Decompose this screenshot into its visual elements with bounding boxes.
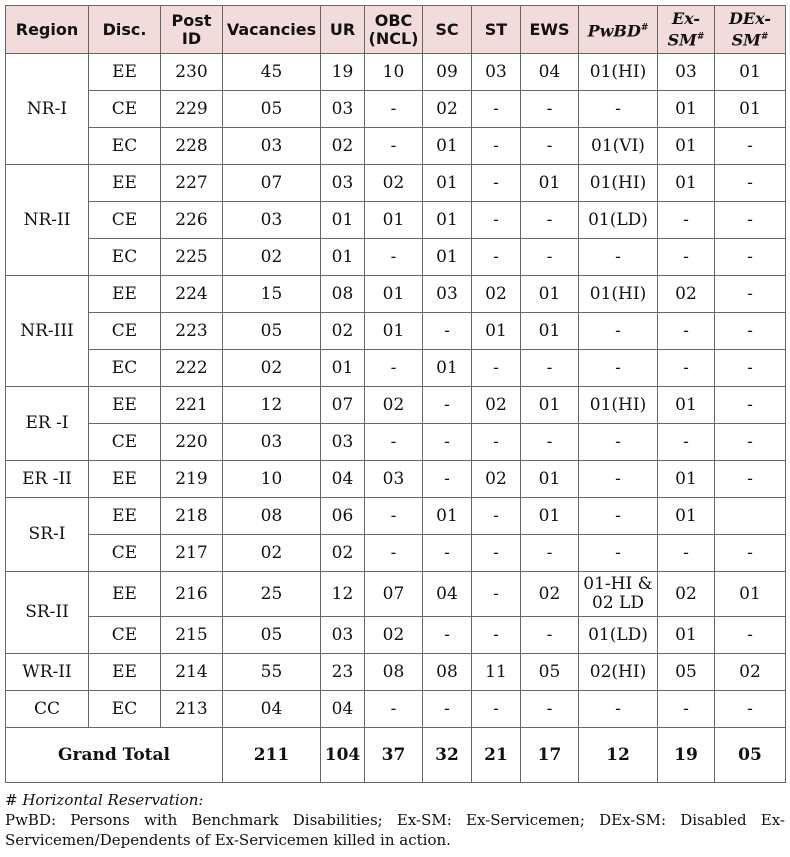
vacancy-table <box>5 5 786 783</box>
table-row <box>6 424 786 461</box>
sc-cell: - <box>423 387 472 424</box>
ews-cell: - <box>521 424 579 461</box>
sc-cell: 01 <box>423 128 472 165</box>
obc-cell: 02 <box>365 165 423 202</box>
vacancies-cell: 25 <box>223 572 321 617</box>
total-exsm: 19 <box>658 728 715 783</box>
st-cell: - <box>472 350 521 387</box>
vacancies-cell: 12 <box>223 387 321 424</box>
pwbd-cell: 01(HI) <box>579 165 658 202</box>
region-cell: SR-I <box>6 498 89 572</box>
obc-cell: - <box>365 128 423 165</box>
table-row <box>6 572 786 617</box>
region-cell: NR-II <box>6 165 89 276</box>
disc-cell: CE <box>89 424 161 461</box>
ur-cell: 03 <box>321 617 365 654</box>
obc-cell: 03 <box>365 461 423 498</box>
obc-cell: 01 <box>365 202 423 239</box>
sc-cell: 01 <box>423 165 472 202</box>
hash-mark: # <box>640 22 649 33</box>
post-id-cell: 217 <box>161 535 223 572</box>
disc-cell: EE <box>89 165 161 202</box>
ur-cell: 02 <box>321 535 365 572</box>
table-row <box>6 202 786 239</box>
post-id-cell: 216 <box>161 572 223 617</box>
header-exsm-label: Ex-SM <box>667 8 701 50</box>
st-cell: - <box>472 165 521 202</box>
table-row <box>6 128 786 165</box>
sc-cell: 09 <box>423 54 472 91</box>
st-cell: 03 <box>472 54 521 91</box>
dexsm-cell: - <box>715 165 786 202</box>
sc-cell: 01 <box>423 239 472 276</box>
exsm-cell: - <box>658 535 715 572</box>
pwbd-cell: 01(HI) <box>579 276 658 313</box>
disc-cell: CE <box>89 535 161 572</box>
st-cell: - <box>472 572 521 617</box>
region-cell: NR-III <box>6 276 89 387</box>
post-id-cell: 224 <box>161 276 223 313</box>
obc-cell: 02 <box>365 387 423 424</box>
obc-cell: - <box>365 239 423 276</box>
ur-cell: 01 <box>321 202 365 239</box>
obc-cell: 02 <box>365 617 423 654</box>
exsm-cell: 05 <box>658 654 715 691</box>
exsm-cell: - <box>658 313 715 350</box>
ews-cell: - <box>521 202 579 239</box>
table-row <box>6 387 786 424</box>
pwbd-cell: - <box>579 239 658 276</box>
sc-cell: - <box>423 313 472 350</box>
header-dexsm <box>715 6 786 54</box>
ur-cell: 03 <box>321 424 365 461</box>
post-id-cell: 229 <box>161 91 223 128</box>
table-row <box>6 276 786 313</box>
header-sc: SC <box>423 6 472 54</box>
table-row <box>6 654 786 691</box>
header-ur: UR <box>321 6 365 54</box>
obc-cell: 01 <box>365 313 423 350</box>
obc-cell: - <box>365 498 423 535</box>
pwbd-cell: 01(LD) <box>579 617 658 654</box>
pwbd-cell: - <box>579 691 658 728</box>
table-row <box>6 461 786 498</box>
ur-cell: 02 <box>321 128 365 165</box>
sc-cell: - <box>423 617 472 654</box>
grand-total-label: Grand Total <box>6 728 223 783</box>
sc-cell: - <box>423 535 472 572</box>
ur-cell: 19 <box>321 54 365 91</box>
post-id-cell: 219 <box>161 461 223 498</box>
st-cell: 11 <box>472 654 521 691</box>
vacancies-cell: 08 <box>223 498 321 535</box>
dexsm-cell: - <box>715 424 786 461</box>
region-cell: ER -I <box>6 387 89 461</box>
disc-cell: EE <box>89 654 161 691</box>
st-cell: 02 <box>472 387 521 424</box>
vacancies-cell: 02 <box>223 350 321 387</box>
st-cell: 02 <box>472 461 521 498</box>
total-ur: 104 <box>321 728 365 783</box>
vacancies-cell: 05 <box>223 91 321 128</box>
vacancies-cell: 04 <box>223 691 321 728</box>
post-id-cell: 221 <box>161 387 223 424</box>
obc-cell: - <box>365 535 423 572</box>
obc-cell: 10 <box>365 54 423 91</box>
dexsm-cell: - <box>715 313 786 350</box>
exsm-cell: 02 <box>658 572 715 617</box>
disc-cell: CE <box>89 617 161 654</box>
dexsm-cell: - <box>715 202 786 239</box>
st-cell: - <box>472 424 521 461</box>
ur-cell: 08 <box>321 276 365 313</box>
table-row <box>6 313 786 350</box>
pwbd-cell: - <box>579 535 658 572</box>
total-dexsm: 05 <box>715 728 786 783</box>
vacancies-cell: 02 <box>223 239 321 276</box>
region-cell: NR-I <box>6 54 89 165</box>
disc-cell: EE <box>89 498 161 535</box>
ews-cell: - <box>521 535 579 572</box>
post-id-cell: 214 <box>161 654 223 691</box>
post-id-cell: 228 <box>161 128 223 165</box>
ews-cell: - <box>521 128 579 165</box>
disc-cell: EE <box>89 461 161 498</box>
region-cell: WR-II <box>6 654 89 691</box>
vacancies-cell: 45 <box>223 54 321 91</box>
post-id-cell: 227 <box>161 165 223 202</box>
hash-mark: # <box>760 31 769 42</box>
footnote-note: # Horizontal Reservation: <box>5 791 204 809</box>
dexsm-cell: 01 <box>715 54 786 91</box>
region-cell: ER -II <box>6 461 89 498</box>
disc-cell: EC <box>89 691 161 728</box>
header-obc: OBC (NCL) <box>365 6 423 54</box>
ews-cell: - <box>521 617 579 654</box>
grand-total-row <box>6 728 786 783</box>
post-id-cell: 213 <box>161 691 223 728</box>
table-row <box>6 691 786 728</box>
sc-cell: 02 <box>423 91 472 128</box>
vacancies-cell: 02 <box>223 535 321 572</box>
ews-cell: - <box>521 350 579 387</box>
table-footer <box>6 728 786 783</box>
exsm-cell: 01 <box>658 498 715 535</box>
dexsm-cell: - <box>715 617 786 654</box>
obc-cell: - <box>365 691 423 728</box>
footnote-definitions: PwBD: Persons with Benchmark Disabilities; Ex-SM: Ex-Servicemen; DEx-SM: Disabled Ex-Servicemen/Dependents of Ex-Servicemen killed in action. <box>5 811 785 849</box>
pwbd-cell: - <box>579 91 658 128</box>
header-ews: EWS <box>521 6 579 54</box>
table-row <box>6 165 786 202</box>
disc-cell: EC <box>89 128 161 165</box>
sc-cell: 01 <box>423 202 472 239</box>
pwbd-cell: - <box>579 424 658 461</box>
st-cell: - <box>472 617 521 654</box>
pwbd-cell: - <box>579 313 658 350</box>
dexsm-cell: - <box>715 128 786 165</box>
disc-cell: EC <box>89 239 161 276</box>
st-cell: - <box>472 498 521 535</box>
post-id-cell: 218 <box>161 498 223 535</box>
st-cell: - <box>472 239 521 276</box>
sc-cell: 08 <box>423 654 472 691</box>
ews-cell: - <box>521 91 579 128</box>
sc-cell: 04 <box>423 572 472 617</box>
region-cell: SR-II <box>6 572 89 654</box>
disc-cell: CE <box>89 91 161 128</box>
ur-cell: 07 <box>321 387 365 424</box>
post-id-cell: 225 <box>161 239 223 276</box>
ews-cell: 01 <box>521 165 579 202</box>
pwbd-cell: - <box>579 350 658 387</box>
header-exsm <box>658 6 715 54</box>
ews-cell: - <box>521 691 579 728</box>
dexsm-cell: 02 <box>715 654 786 691</box>
header-disc: Disc. <box>89 6 161 54</box>
table-row <box>6 91 786 128</box>
vacancies-cell: 05 <box>223 313 321 350</box>
ur-cell: 01 <box>321 350 365 387</box>
ews-cell: 05 <box>521 654 579 691</box>
sc-cell: 01 <box>423 498 472 535</box>
ews-cell: - <box>521 239 579 276</box>
ur-cell: 03 <box>321 91 365 128</box>
dexsm-cell <box>715 498 786 535</box>
pwbd-cell: 01(HI) <box>579 387 658 424</box>
disc-cell: EE <box>89 276 161 313</box>
table-row <box>6 617 786 654</box>
pwbd-cell: - <box>579 498 658 535</box>
st-cell: - <box>472 128 521 165</box>
table-row <box>6 239 786 276</box>
st-cell: - <box>472 691 521 728</box>
table-row <box>6 54 786 91</box>
ews-cell: 02 <box>521 572 579 617</box>
disc-cell: EE <box>89 572 161 617</box>
vacancies-cell: 07 <box>223 165 321 202</box>
total-pwbd: 12 <box>579 728 658 783</box>
ur-cell: 01 <box>321 239 365 276</box>
disc-cell: EE <box>89 54 161 91</box>
dexsm-cell: - <box>715 239 786 276</box>
dexsm-cell: - <box>715 387 786 424</box>
table-row <box>6 498 786 535</box>
st-cell: - <box>472 91 521 128</box>
disc-cell: EC <box>89 350 161 387</box>
header-post-id: Post ID <box>161 6 223 54</box>
vacancies-cell: 10 <box>223 461 321 498</box>
st-cell: - <box>472 535 521 572</box>
exsm-cell: - <box>658 691 715 728</box>
ur-cell: 04 <box>321 691 365 728</box>
vacancies-cell: 15 <box>223 276 321 313</box>
obc-cell: - <box>365 91 423 128</box>
ews-cell: 01 <box>521 461 579 498</box>
dexsm-cell: - <box>715 691 786 728</box>
ur-cell: 23 <box>321 654 365 691</box>
ur-cell: 06 <box>321 498 365 535</box>
vacancies-cell: 05 <box>223 617 321 654</box>
footnote <box>5 790 785 850</box>
total-ews: 17 <box>521 728 579 783</box>
dexsm-cell: 01 <box>715 91 786 128</box>
exsm-cell: 01 <box>658 387 715 424</box>
table-body <box>6 54 786 728</box>
ews-cell: 04 <box>521 54 579 91</box>
post-id-cell: 222 <box>161 350 223 387</box>
sc-cell: 03 <box>423 276 472 313</box>
exsm-cell: 01 <box>658 617 715 654</box>
ews-cell: 01 <box>521 313 579 350</box>
st-cell: 01 <box>472 313 521 350</box>
table-header <box>6 6 786 54</box>
pwbd-cell: 01(VI) <box>579 128 658 165</box>
vacancies-cell: 03 <box>223 424 321 461</box>
header-dexsm-label: DEx-SM <box>729 8 771 50</box>
ur-cell: 02 <box>321 313 365 350</box>
exsm-cell: 01 <box>658 165 715 202</box>
exsm-cell: - <box>658 350 715 387</box>
dexsm-cell: - <box>715 535 786 572</box>
st-cell: 02 <box>472 276 521 313</box>
hash-mark: # <box>696 31 705 42</box>
ur-cell: 03 <box>321 165 365 202</box>
sc-cell: - <box>423 691 472 728</box>
post-id-cell: 220 <box>161 424 223 461</box>
pwbd-cell: - <box>579 461 658 498</box>
header-region: Region <box>6 6 89 54</box>
ur-cell: 04 <box>321 461 365 498</box>
disc-cell: CE <box>89 313 161 350</box>
st-cell: - <box>472 202 521 239</box>
post-id-cell: 223 <box>161 313 223 350</box>
obc-cell: 08 <box>365 654 423 691</box>
region-cell: CC <box>6 691 89 728</box>
obc-cell: - <box>365 350 423 387</box>
dexsm-cell: 01 <box>715 572 786 617</box>
table-row <box>6 535 786 572</box>
pwbd-cell: 02(HI) <box>579 654 658 691</box>
exsm-cell: 02 <box>658 276 715 313</box>
total-vacancies: 211 <box>223 728 321 783</box>
ur-cell: 12 <box>321 572 365 617</box>
disc-cell: CE <box>89 202 161 239</box>
exsm-cell: - <box>658 202 715 239</box>
total-obc: 37 <box>365 728 423 783</box>
post-id-cell: 226 <box>161 202 223 239</box>
sc-cell: - <box>423 461 472 498</box>
dexsm-cell: - <box>715 461 786 498</box>
obc-cell: 01 <box>365 276 423 313</box>
obc-cell: 07 <box>365 572 423 617</box>
ews-cell: 01 <box>521 387 579 424</box>
exsm-cell: - <box>658 239 715 276</box>
pwbd-cell: 01(LD) <box>579 202 658 239</box>
exsm-cell: 01 <box>658 461 715 498</box>
disc-cell: EE <box>89 387 161 424</box>
total-sc: 32 <box>423 728 472 783</box>
post-id-cell: 230 <box>161 54 223 91</box>
exsm-cell: 01 <box>658 128 715 165</box>
header-vacancies: Vacancies <box>223 6 321 54</box>
exsm-cell: 01 <box>658 91 715 128</box>
sc-cell: - <box>423 424 472 461</box>
sc-cell: 01 <box>423 350 472 387</box>
header-pwbd-label: PwBD <box>587 21 641 41</box>
exsm-cell: - <box>658 424 715 461</box>
exsm-cell: 03 <box>658 54 715 91</box>
ews-cell: 01 <box>521 498 579 535</box>
pwbd-cell: 01(HI) <box>579 54 658 91</box>
total-st: 21 <box>472 728 521 783</box>
ews-cell: 01 <box>521 276 579 313</box>
table-row <box>6 350 786 387</box>
dexsm-cell: - <box>715 276 786 313</box>
post-id-cell: 215 <box>161 617 223 654</box>
obc-cell: - <box>365 424 423 461</box>
vacancies-cell: 55 <box>223 654 321 691</box>
vacancies-cell: 03 <box>223 128 321 165</box>
pwbd-cell: 01-HI & 02 LD <box>579 572 658 617</box>
header-st: ST <box>472 6 521 54</box>
vacancies-cell: 03 <box>223 202 321 239</box>
dexsm-cell: - <box>715 350 786 387</box>
header-pwbd <box>579 6 658 54</box>
